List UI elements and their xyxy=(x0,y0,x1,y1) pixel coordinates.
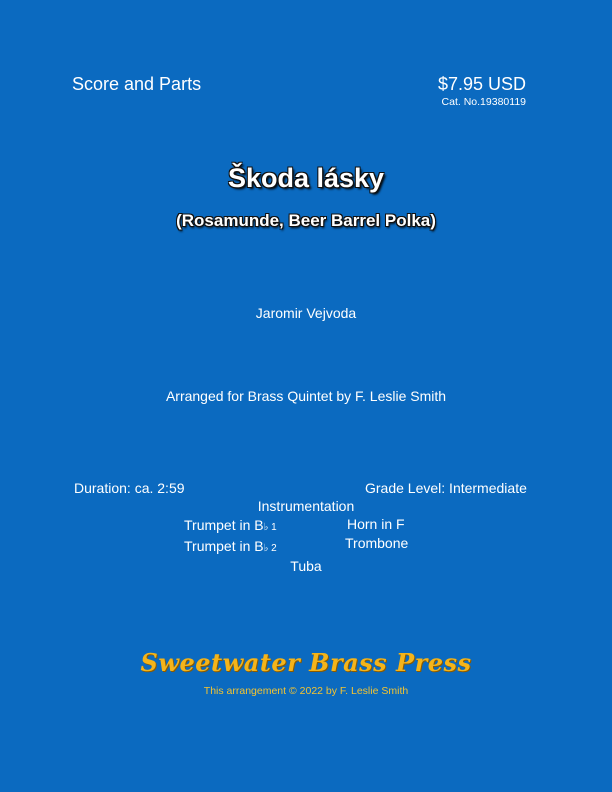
publisher-logo: Sweetwater Brass Press xyxy=(140,648,472,677)
page-subtitle: (Rosamunde, Beer Barrel Polka) xyxy=(176,211,436,230)
instrumentation-heading: Instrumentation xyxy=(257,498,355,514)
duration: Duration: ca. 2:59 xyxy=(74,480,185,496)
price: $7.95 USD xyxy=(437,74,526,94)
grade-level: Grade Level: Intermediate xyxy=(365,480,527,496)
copyright: This arrangement © 2022 by F. Leslie Smith xyxy=(203,685,409,697)
composer: Jaromir Vejvoda xyxy=(255,305,357,321)
instrument-trombone: Trombone xyxy=(345,535,409,551)
instrument-horn: Horn in F xyxy=(347,516,405,532)
flat-symbol: ♭ xyxy=(263,522,269,533)
instrument-trumpet-1 xyxy=(184,517,277,533)
flat-symbol: ♭ xyxy=(263,543,269,554)
instrument-trumpet-2 xyxy=(184,538,277,554)
catalog-number: Cat. No.19380119 xyxy=(441,96,526,108)
page-title: Škoda lásky xyxy=(227,163,385,193)
instrument-tuba: Tuba xyxy=(290,558,322,574)
arranger-credit: Arranged for Brass Quintet by F. Leslie Smith xyxy=(165,388,447,404)
trumpet-1-number: 1 xyxy=(268,522,277,533)
trumpet-2-label: Trumpet in B xyxy=(184,538,264,554)
edition-label: Score and Parts xyxy=(72,74,202,94)
trumpet-1-label: Trumpet in B xyxy=(184,517,264,533)
trumpet-2-number: 2 xyxy=(268,543,277,554)
